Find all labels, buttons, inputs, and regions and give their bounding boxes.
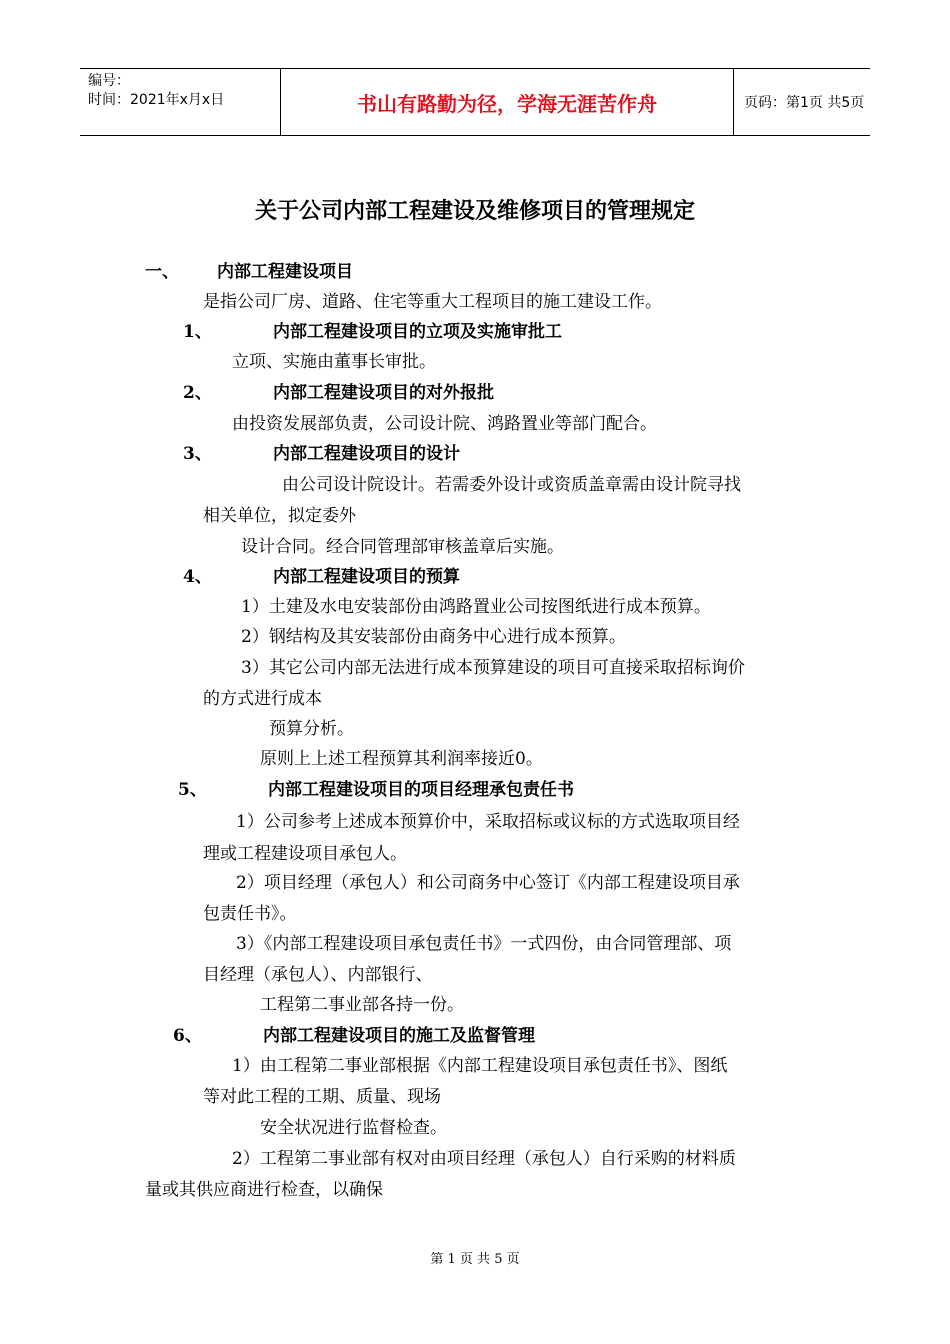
item-5-text-2: 理或工程建设项目承包人。 [203, 844, 407, 864]
document-title: 关于公司内部工程建设及维修项目的管理规定 [254, 198, 695, 224]
section-1-text: 是指公司厂房、道路、住宅等重大工程项目的施工建设工作。 [203, 292, 662, 312]
item-3-text-2: 相关单位，拟定委外 [203, 506, 356, 526]
page-footer: 第 1 页 共 5 页 [430, 1252, 520, 1267]
item-5-text-7: 工程第二事业部各持一份。 [260, 995, 464, 1015]
item-6-number: 6、 [173, 1026, 202, 1046]
header-motto: 书山有路勤为径，学海无涯苦作舟 [357, 91, 657, 116]
item-3-number: 3、 [183, 444, 212, 464]
item-5-text-5: 3）《内部工程建设项目承包责任书》一式四份，由合同管理部、项 [236, 934, 732, 954]
item-4-text-5: 预算分析。 [269, 719, 354, 739]
number-label: 编号： [88, 73, 130, 89]
item-6-text-3: 安全状况进行监督检查。 [260, 1118, 447, 1138]
item-4-number: 4、 [183, 567, 212, 587]
item-6-text-2: 等对此工程的工期、质量、现场 [203, 1087, 441, 1107]
date-label: 时间：2021年x月x日 [88, 92, 225, 108]
item-3-text-1: 由公司设计院设计。若需委外设计或资质盖章需由设计院寻找 [282, 475, 741, 495]
item-4-text-4: 的方式进行成本 [203, 689, 322, 709]
item-1-heading: 内部工程建设项目的立项及实施审批工 [273, 322, 562, 342]
item-4-heading: 内部工程建设项目的预算 [273, 567, 460, 587]
item-2-number: 2、 [183, 383, 212, 403]
page-header [80, 68, 870, 136]
item-6-text-4: 2）工程第二事业部有权对由项目经理（承包人）自行采购的材料质 [232, 1149, 736, 1169]
item-4-text-1: 1）土建及水电安装部份由鸿路置业公司按图纸进行成本预算。 [241, 597, 711, 617]
item-6-text-1: 1）由工程第二事业部根据《内部工程建设项目承包责任书》、图纸 [232, 1056, 728, 1076]
item-3-heading: 内部工程建设项目的设计 [273, 444, 460, 464]
item-5-text-6: 目经理（承包人）、内部银行、 [203, 965, 433, 985]
item-1-number: 1、 [183, 322, 212, 342]
item-5-text-1: 1）公司参考上述成本预算价中，采取招标或议标的方式选取项目经 [236, 812, 740, 832]
item-5-text-4: 包责任书》。 [203, 904, 297, 924]
item-6-heading: 内部工程建设项目的施工及监督管理 [263, 1026, 535, 1046]
header-motto-cell [280, 69, 734, 135]
item-6-text-5: 量或其供应商进行检查，以确保 [145, 1180, 383, 1200]
section-1-number: 一、 [145, 262, 179, 282]
header-page-info: 页码：第1页 共5页 [744, 95, 865, 111]
item-3-text-3: 设计合同。经合同管理部审核盖章后实施。 [241, 537, 564, 557]
item-1-text: 立项、实施由董事长审批。 [232, 352, 436, 372]
item-4-text-2: 2）钢结构及其安装部份由商务中心进行成本预算。 [241, 627, 626, 647]
item-5-heading: 内部工程建设项目的项目经理承包责任书 [268, 780, 574, 800]
item-5-text-3: 2）项目经理（承包人）和公司商务中心签订《内部工程建设项目承 [236, 873, 740, 893]
item-4-text-6: 原则上上述工程预算其利润率接近0。 [260, 749, 543, 769]
item-4-text-3: 3）其它公司内部无法进行成本预算建设的项目可直接采取招标询价 [241, 658, 745, 678]
item-2-heading: 内部工程建设项目的对外报批 [273, 383, 494, 403]
header-meta [80, 69, 280, 135]
item-5-number: 5、 [178, 780, 207, 800]
item-2-text: 由投资发展部负责，公司设计院、鸿路置业等部门配合。 [232, 414, 657, 434]
section-1-heading: 内部工程建设项目 [217, 262, 353, 282]
